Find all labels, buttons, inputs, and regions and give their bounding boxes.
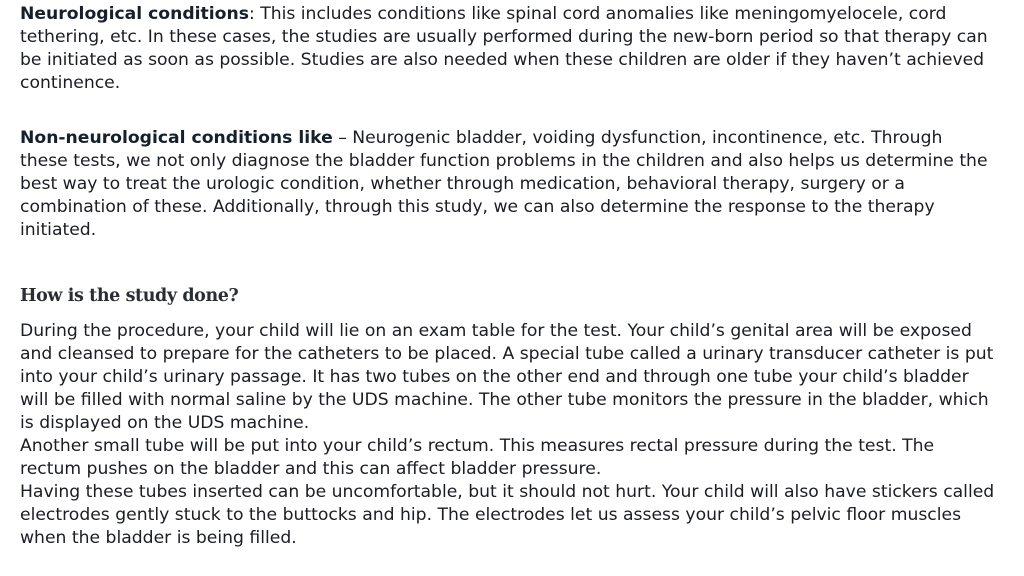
how-study-done-heading: How is the study done? <box>20 286 239 306</box>
procedure-paragraph-3: Having these tubes inserted can be uncomfortable, but it should not hurt. Your child will also have stickers called electrodes gently stuck to the buttocks and hip. The electrodes let us assess your child’s pelvic floor muscles when the bladder is being filled. <box>20 482 995 548</box>
neurological-conditions-text: : This includes conditions like spinal cord anomalies like meningomyelocele, cord tethering, etc. In these cases, the studies are usually performed during the new-born period so that therapy can be initiated as soon as possible. Studies are also needed when these children are older if they haven’t achieved continence. <box>20 4 988 93</box>
neurological-conditions-lead: Neurological conditions <box>20 4 249 24</box>
non-neurological-conditions-paragraph <box>20 127 995 242</box>
neurological-conditions-paragraph <box>20 3 995 95</box>
non-neurological-conditions-lead: Non-neurological conditions like <box>20 128 333 148</box>
procedure-paragraph-2: Another small tube will be put into your child’s rectum. This measures rectal pressure during the test. The rectum pushes on the bladder and this can affect bladder pressure. <box>20 436 935 479</box>
article-content <box>20 3 995 550</box>
procedure-paragraph-1: During the procedure, your child will lie on an exam table for the test. Your child’s genital area will be exposed and cleansed to prepare for the catheters to be placed. A special tube called a urinary transducer catheter is put into your child’s urinary passage. It has two tubes on the other end and through one tube your child’s bladder will be filled with normal saline by the UDS machine. The other tube monitors the pressure in the bladder, which is displayed on the UDS machine. <box>20 321 994 433</box>
procedure-description <box>20 320 995 550</box>
non-neurological-conditions-text: – Neurogenic bladder, voiding dysfunction, incontinence, etc. Through these tests, we not only diagnose the bladder function problems in the children and also helps us determine the best way to treat the urologic condition, whether through medication, behavioral therapy, surgery or a combination of these. Additionally, through this study, we can also determine the response to the therapy initiated. <box>20 128 988 240</box>
